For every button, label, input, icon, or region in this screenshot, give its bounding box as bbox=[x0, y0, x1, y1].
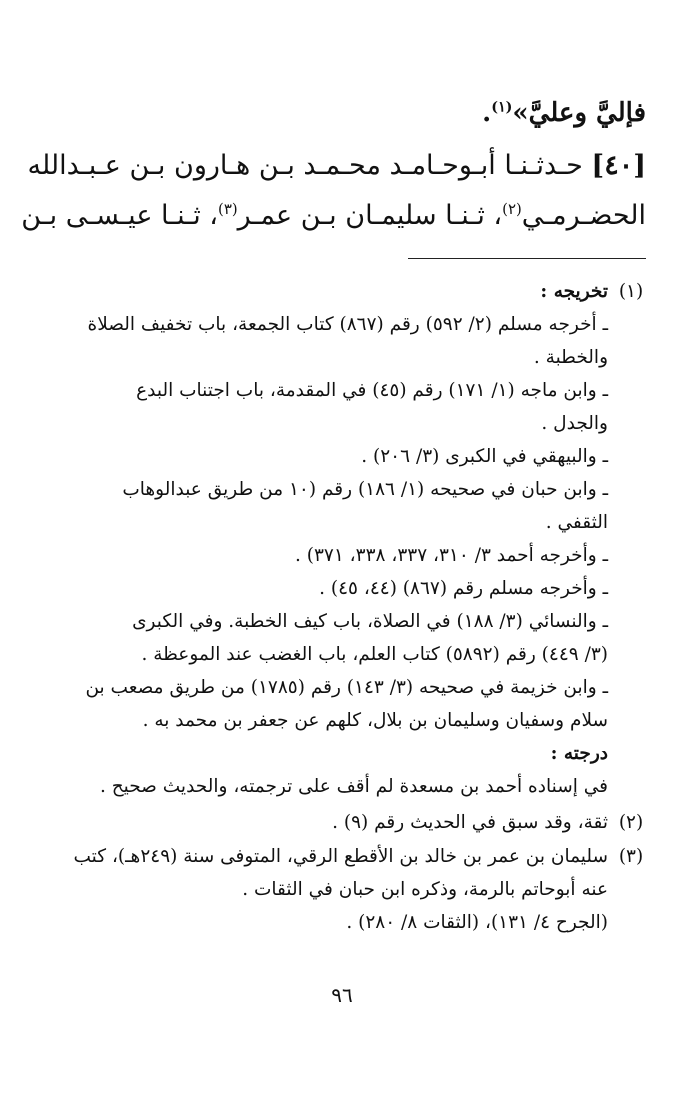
footnote-ref-1[interactable]: (١) bbox=[491, 99, 513, 116]
takhrij-line-2: والخطبة . bbox=[533, 347, 608, 368]
grade-text: في إسناده أحمد بن مسعدة لم أقف على ترجمته، والحديث صحيح . bbox=[99, 776, 608, 797]
footnote-2-text: ثقة، وقد سبق في الحديث رقم (٩) . bbox=[332, 812, 608, 833]
takhrij-line-5: ـ والبيهقي في الكبرى (٣/ ٢٠٦) . bbox=[361, 446, 608, 467]
takhrij-line-6: ـ وابن حبان في صحيحه (١/ ١٨٦) رقم (١٠ من طريق عبدالوهاب bbox=[122, 479, 608, 500]
hadith-line-1 bbox=[27, 150, 646, 181]
footnote-number-2: (٢) bbox=[618, 812, 644, 833]
hadith-line-2 bbox=[21, 200, 646, 231]
footnote-3-body bbox=[40, 840, 608, 939]
takhrij-line-4: والجدل . bbox=[541, 413, 608, 434]
footnote-number-3: (٣) bbox=[618, 846, 644, 867]
footnote-2-body bbox=[40, 806, 608, 839]
footnote-3-line-3: (الجرح ٤/ ١٣١)، (الثقات ٨/ ٢٨٠) . bbox=[346, 912, 608, 933]
footnote-number-1: (١) bbox=[618, 281, 644, 302]
grade-title: درجته : bbox=[550, 743, 608, 764]
hadith-text-1: حـدثـنـا أبـوحـامـد محـمـد بـن هـارون بـن عـبـدالله bbox=[27, 150, 583, 181]
footnote-ref-2[interactable]: (٢) bbox=[502, 200, 522, 218]
takhrij-line-12: ـ وابن خزيمة في صحيحه (٣/ ١٤٣) رقم (١٧٨٥) من طريق مصعب بن bbox=[85, 677, 608, 698]
hadith-text-2c: ، ثـنـا عيـسـى بـن bbox=[21, 200, 219, 231]
takhrij-line-7: الثقفي . bbox=[545, 512, 608, 533]
takhrij-line-1: ـ أخرجه مسلم (٢/ ٥٩٢) رقم (٨٦٧) كتاب الجمعة، باب تخفيف الصلاة bbox=[87, 314, 608, 335]
takhrij-line-9: ـ وأخرجه مسلم رقم (٨٦٧) (٤٤، ٤٥) . bbox=[319, 578, 608, 599]
footnote-3 bbox=[40, 840, 646, 939]
takhrij-line-13: سلام وسفيان وسليمان بن بلال، كلهم عن جعفر بن محمد به . bbox=[142, 710, 608, 731]
heading-text: فإليَّ وعليَّ» bbox=[512, 98, 646, 128]
hadith-text-2a: الحضـرمـي bbox=[521, 200, 646, 231]
heading-line bbox=[482, 98, 646, 128]
footnote-ref-3[interactable]: (٣) bbox=[218, 200, 238, 218]
footnote-3-line-1: سليمان بن عمر بن خالد بن الأقطع الرقي، المتوفى سنة (٢٤٩هـ)، كتب bbox=[73, 846, 608, 867]
footnote-3-line-2: عنه أبوحاتم بالرمة، وذكره ابن حبان في الثقات . bbox=[242, 879, 608, 900]
takhrij-line-8: ـ وأخرجه أحمد ٣/ ٣١٠، ٣٣٧، ٣٣٨، ٣٧١) . bbox=[295, 545, 608, 566]
footnote-divider bbox=[408, 258, 646, 259]
heading-tail: . bbox=[482, 98, 492, 128]
hadith-text-2b: ، ثـنـا سليمـان بـن عمـر bbox=[237, 200, 503, 231]
takhrij-title: تخريجه : bbox=[540, 281, 608, 302]
page-number: ٩٦ bbox=[331, 983, 353, 1007]
takhrij-line-11: (٣/ ٤٤٩) رقم (٥٨٩٢) كتاب العلم، باب الغضب عند الموعظة . bbox=[141, 644, 608, 665]
hadith-number: [٤٠] bbox=[591, 150, 646, 181]
footnote-1-body bbox=[40, 275, 608, 803]
footnote-2 bbox=[40, 806, 646, 839]
takhrij-line-3: ـ وابن ماجه (١/ ١٧١) رقم (٤٥) في المقدمة، باب اجتناب البدع bbox=[136, 380, 608, 401]
takhrij-line-10: ـ والنسائي (٣/ ١٨٨) في الصلاة، باب كيف الخطبة. وفي الكبرى bbox=[132, 611, 608, 632]
footnote-1 bbox=[40, 275, 646, 803]
